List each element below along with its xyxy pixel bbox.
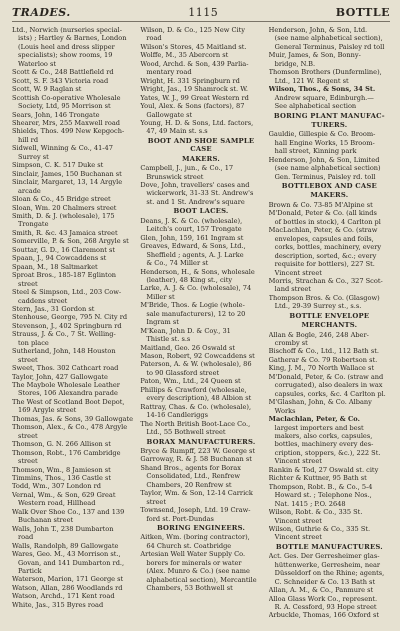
directory-entry: Bryce & Rumpff, 223 W. George st [140, 446, 256, 455]
directory-entry: Thomson, Robt., 176 Cambridge [12, 448, 121, 457]
entry-continuation: See alphabetical section [274, 102, 357, 111]
directory-entry: The West of Scotland Boot Depot, [12, 397, 125, 406]
entry-continuation: Ltd., 55 Bothwell street [146, 428, 226, 437]
directory-entry: Maclachlan, Peter, & Co. [268, 415, 360, 424]
directory-entry: Greaves, Edward, & Sons, Ltd., [140, 242, 246, 251]
entry-continuation: corrugated), also dealers in wax [274, 381, 383, 390]
entry-continuation: 47, 49 Main st. s.s [146, 127, 208, 136]
entry-continuation: Works [274, 406, 296, 415]
directory-entry: Shields, Thos. 499 New Kepgoch- [12, 127, 125, 136]
entry-continuation: Ltd., 121 W. Regent st [274, 76, 349, 85]
entry-continuation: st. and 1 St. Andrew's square [146, 197, 245, 206]
directory-entry: Taylor, John, 427 Gallowgate [12, 372, 108, 381]
entry-continuation: caddens street [18, 296, 68, 305]
entry-continuation: Andrew square, Edinburgh.— [274, 93, 374, 102]
entry-continuation: 14-16 Candleriggs [146, 411, 208, 420]
entry-continuation: street [146, 497, 166, 506]
directory-entry: MacLachlan, Peter, & Co. (straw [268, 226, 378, 235]
entry-continuation: Chambers, 20 Renfrew st [146, 480, 232, 489]
directory-entry: Wright, Jas., 19 Shamrock st. W. [140, 85, 248, 94]
directory-entry: Richter & Kuttner, 95 Bath st [268, 474, 367, 483]
directory-entry: Rankin & Tod, 27 Oswald st. city [268, 465, 379, 474]
column-2 [140, 26, 261, 620]
entry-continuation: arcade [18, 186, 41, 195]
entry-continuation: Düsseldorf on the Rhine; agents, [274, 569, 385, 578]
entry-continuation: Vincent street [274, 516, 322, 525]
directory-entry: Larke, A. J. & Co. (wholesale), 74 [140, 284, 252, 293]
directory-entry: Somerville, P. & Son, 268 Argyle st [12, 237, 129, 246]
directory-entry: Wolffe, M., 35 Abercorn st [140, 51, 229, 60]
directory-entry: Deans, J. K. & Co. (wholesale), [140, 216, 243, 225]
entry-continuation: (Alex. Munro & Co.) (see name [146, 567, 250, 576]
entry-continuation: borers for minerals or water [146, 558, 242, 567]
directory-entry: Wilson's Stores, 45 Maitland st. [140, 42, 247, 51]
directory-entry: Watson, Archd., 171 Kent road [12, 592, 115, 601]
directory-entry: Act. Ges. Der Gerresheimer glas- [268, 552, 380, 561]
directory-entry: Shearer, Mrs, 255 Maxwell road [12, 118, 120, 127]
entry-continuation: every description), 48 Albion st [146, 394, 252, 403]
directory-entry: Sloan, Wm. 20 Chalmers street [12, 203, 117, 212]
directory-entry: M'Kean, John D. & Coy., 31 [140, 326, 231, 335]
entry-continuation: cromby st [274, 339, 308, 348]
entry-continuation: Thistle st. s.s [146, 335, 191, 344]
entry-continuation: requisite for bottlers), 227 St. [274, 260, 375, 269]
directory-entry: Scott, S. F. 343 Victoria road [12, 76, 109, 85]
directory-entry: Young, H. D. & Sons, Ltd. factors, [140, 118, 254, 127]
directory-entry: Sinclair, Margaret, 13, 14 Argyle [12, 178, 123, 187]
directory-entry: Arbuckle, Thomas, 166 Oxford st [268, 611, 380, 620]
entry-continuation: of bottles in stock), 4 Carlton pl [274, 217, 381, 226]
directory-entry: Wares, Geo. M., 43 Morrison st., [12, 550, 121, 559]
header-section-title: TRADES. [12, 6, 71, 19]
directory-entry: Sweet, Thos. 302 Cathcart road [12, 364, 119, 373]
entry-continuation: street [18, 457, 38, 466]
directory-entry: Waterson, Marion, 171 George st [12, 575, 124, 584]
entry-continuation: Miller st [146, 292, 175, 301]
column-1 [12, 26, 133, 620]
section-heading: MAKERS. [182, 154, 220, 163]
directory-entry: Thompson, Robt. B., & Co., 5-4 [268, 482, 373, 491]
header-keyword: BOTTLE [335, 6, 390, 19]
entry-continuation: description, sorted, &c.; every [274, 251, 377, 260]
directory-entry: Campbell, J., jun., & Co., 17 [140, 164, 234, 173]
directory-entry: Scott, W. 9 Raglan st [12, 85, 82, 94]
section-heading: BOTTLE ENVELOPE [289, 311, 370, 320]
directory-entry: Youl, Alex. & Sons (factors), 87 [140, 102, 245, 111]
entry-continuation: 64 Church st. Coatbridge [146, 541, 232, 550]
directory-entry: Todd, Wm., 307 London rd [12, 482, 101, 491]
entry-continuation: land street [274, 285, 311, 294]
directory-entry: Aitken, Wm. (boring contractor), [140, 533, 250, 542]
entry-continuation: Brunswick street [146, 172, 204, 181]
entry-continuation: Society, Ltd, 95 Morrison st [18, 102, 111, 111]
entry-continuation: (leather), 48 King st., city [146, 275, 233, 284]
running-header [12, 6, 390, 22]
columns-container [12, 26, 390, 620]
directory-entry: Allan & Bogle, 246, 248 Aber- [268, 330, 369, 339]
entry-continuation: largest importers and best [274, 423, 364, 432]
section-heading: BORING ENGINEERS. [156, 524, 246, 533]
directory-entry: Stevenson, J., 402 Springburn rd [12, 321, 122, 330]
entry-continuation: Ltd., 29-39 Surrey st., s.s. [274, 302, 362, 311]
directory-entry: Bischoff & Co., Ltd., 112 Bath st. [268, 347, 379, 356]
entry-continuation: Govan, and 141 Dumbarton rd., [18, 558, 125, 567]
entry-continuation: sale manufacturers), 12 to 20 [146, 309, 246, 318]
directory-entry: Sears, John, 146 Trongate [12, 110, 100, 119]
entry-continuation: cription, stoppers, &c.), 222 St. [274, 448, 381, 457]
entry-continuation: C. Schneider & Co. 13 Bath st [274, 577, 376, 586]
directory-entry: Thomson, Wm., 8 Jamieson st [12, 465, 111, 474]
entry-continuation: alphabetical section), Mercantile [146, 575, 257, 584]
directory-entry: Paterson, A. & W. (wholesale), 86 [140, 360, 252, 369]
directory-entry: Thomson Brothers (Dunfermline), [268, 68, 382, 77]
directory-entry: M'Donald, Peter & Co. (all kinds [268, 209, 377, 218]
directory-entry: Watson, Allan, 286 Woodlands rd [12, 583, 123, 592]
section-heading: BOOT LACES. [173, 207, 229, 216]
entry-continuation: R. A. Cessford, 93 Hope street [274, 603, 377, 612]
section-heading: BOTTLEBOX AND CASE [281, 182, 377, 191]
directory-entry: Scott & Co., 248 Battlefield rd [12, 68, 114, 77]
entry-continuation: Leitch's court, 157 Trongate [146, 225, 242, 234]
entry-continuation: bottles, machinery every des- [274, 440, 374, 449]
entry-continuation: street [18, 279, 38, 288]
directory-entry: Mason, Robert, 92 Cowcaddens st [140, 352, 255, 361]
entry-continuation: Western road, Hillhead [18, 499, 96, 508]
directory-entry: Gauldie, Gillespie & Co. Broom- [268, 130, 376, 139]
directory-entry: Sloan & Co., 45 Bridge street [12, 195, 111, 204]
entry-continuation: Trongate [18, 220, 49, 229]
directory-entry: Steel & Simpson, Ltd., 203 Cow- [12, 288, 122, 297]
entry-continuation: hall street, Kinning park [274, 147, 357, 156]
directory-entry: Wilson, Robt. & Co., 335 St. [268, 508, 363, 517]
directory-entry: Wood, Archd. & Son, 439 Parlia- [140, 59, 249, 68]
directory-entry: Thomson, G. N. 266 Allison st [12, 440, 111, 449]
entry-continuation: road [146, 34, 162, 43]
directory-entry: White, Jas., 315 Byres road [12, 600, 104, 609]
directory-entry: Scottish Co-operative Wholesale [12, 93, 121, 102]
directory-entry: Thomas, Jas. & Sons, 39 Gallowgate [12, 414, 134, 423]
directory-entry: Artesian Well Water Supply Co. [140, 550, 246, 559]
directory-entry: Smith, R. &c. 43 Jamaica street [12, 228, 118, 237]
entry-continuation: hall Engine Works, 15 Broom- [274, 138, 375, 147]
directory-entry: Wilson, Thos., & Sons, 34 St. [268, 85, 376, 94]
directory-entry: Stenhouse, George, 795 N. City rd [12, 313, 128, 322]
directory-entry: Yates, W. J., 99 Great Western rd [140, 93, 249, 102]
entry-continuation: (see name alphabetical section), [274, 34, 383, 43]
directory-entry: M'Glashan, John, & Co. Albany [268, 398, 372, 407]
column-3 [269, 26, 390, 620]
entry-continuation: mentary road [146, 68, 192, 77]
directory-entry: Sutherland, John, 148 Houston [12, 347, 116, 356]
entry-continuation: Surrey st [18, 152, 49, 161]
directory-entry: Spaan, M., 18 Saltmarket [12, 262, 98, 271]
entry-continuation: Gallowgate st [146, 110, 193, 119]
directory-entry: Simpson, C. K. 517 Duke st [12, 161, 104, 170]
section-heading: BOOT AND SHOE SAMPLE CASE [147, 136, 255, 154]
section-heading: BOTTLE MANUFACTURES. [275, 542, 383, 551]
entry-continuation: capsules, corks, &c. 4 Carlton pl. [274, 389, 386, 398]
directory-entry: Allan, A. M., & Co., Panmure st [268, 586, 374, 595]
directory-entry: Stern, Jas., 31 Gordon st [12, 304, 95, 313]
directory-entry: Paton, Wm., Ltd., 24 Queen st [140, 377, 241, 386]
directory-entry: Rattray, Chas. & Co. (wholesale), [140, 402, 252, 411]
directory-entry: Henderson, John, & Son, Ltd. [268, 26, 368, 34]
entry-continuation: specialists); show rooms, 19 [18, 51, 113, 60]
entry-continuation: hill rd [18, 135, 39, 144]
entry-continuation: Consolidated, Ltd., Renfrew [146, 472, 241, 481]
entry-continuation: Vincent street [274, 457, 322, 466]
directory-entry: Vernal, Wm., & Son, 629 Great [12, 490, 116, 499]
directory-entry: Wright, H. 331 Springburn rd [140, 76, 240, 85]
directory-entry: Wilson, D. & Co., 125 New City [140, 26, 246, 34]
entry-continuation: Partick [18, 567, 42, 575]
directory-entry: M'Bride, Thos. & Logie (whole- [140, 301, 245, 310]
section-heading: BORAX MANUFACTURERS. [146, 437, 256, 446]
entry-continuation: ford st. Port-Dundas [146, 514, 214, 523]
entry-continuation: envelopes, capsules and foils, [274, 234, 374, 243]
directory-entry: Timmins, Thos., 136 Castle st [12, 474, 112, 483]
entry-continuation: Waterloo st [18, 59, 57, 68]
directory-entry: Spaan, J., 94 Cowcaddens st [12, 254, 107, 263]
directory-entry: Townsend, Joseph, Ltd. 19 Craw- [140, 506, 251, 515]
directory-entry: Glen, John, 159, 161 Ingram st [140, 233, 244, 242]
entry-continuation: bridge, N.B. [274, 59, 316, 68]
entry-continuation: road [18, 533, 34, 542]
directory-entry: Gatherar & Co. 79 Robertson st. [268, 355, 378, 364]
directory-entry: Sproat Bros., 185-187 Eglinton [12, 271, 117, 280]
directory-entry: Thompson Bros. & Co. (Glasgow) [268, 293, 380, 302]
entry-continuation: corks, bottles, machinery, every [274, 243, 382, 252]
directory-entry: Walk Over Shoe Co., 137 and 139 [12, 507, 125, 516]
directory-entry: Thomson, Alex., & Co., 478 Argyle [12, 423, 128, 432]
entry-continuation: street [18, 431, 38, 440]
directory-entry: Henderson, H., & Sons, wholesale [140, 267, 255, 276]
entry-continuation: Chambers, 53 Bothwell st [146, 584, 233, 593]
directory-entry: Ltd., Norwich (nurseries special- [12, 26, 122, 34]
directory-entry: Henderson, John, & Son, Limited [268, 155, 380, 164]
directory-entry: Garroway, R. & J. 58 Buchanan st [140, 455, 252, 464]
directory-entry: Wilson, Guthrie & Co., 335 St. [268, 525, 371, 533]
directory-entry: Walls, Randolph, 89 Gallowgate [12, 541, 119, 550]
directory-entry: Sinclair, James, 150 Buchanan st [12, 169, 122, 178]
entry-continuation: General Terminus, Paisley rd toll [274, 42, 385, 51]
entry-continuation: to 90 Glassford street [146, 368, 220, 377]
directory-entry: Strauss, J. & Co., 7 St. Welling- [12, 330, 116, 339]
directory-entry: M'Donald, Peter, & Co. (straw and [268, 372, 384, 381]
entry-continuation: ists) ; Hartley & Barnes, London [18, 34, 127, 43]
directory-entry: King, J. M., 70 North Wallace st [268, 364, 375, 373]
entry-continuation: hüttenwerke, Gerresheim, near [274, 560, 381, 569]
entry-continuation: Nat. 1415 ; P.O. 2648 [274, 499, 346, 508]
directory-entry: Dove, John, travellers' cases and [140, 181, 250, 190]
directory-entry: Taylor, Wm. & Son, 12-14 Carrick [140, 489, 253, 498]
section-heading: BORING PLANT MANUFAC- [273, 111, 385, 120]
directory-entry: Shand Bros., agents for Borax [140, 463, 241, 472]
entry-continuation: Stores, 106 Alexandra parade [18, 389, 118, 398]
entry-continuation: makers, also corks, capsules, [274, 432, 373, 441]
directory-entry: The Maybole Wholesale Leather [12, 381, 120, 390]
entry-continuation: Vincent street [274, 268, 322, 277]
entry-continuation: (Louis heel and dress slipper [18, 42, 115, 51]
directory-entry: Maitland, Geo. 26 Oswald st [140, 343, 235, 352]
entry-continuation: & Co., 74 Miller st [146, 259, 209, 268]
entry-continuation: (see name alphabetical section) [274, 164, 381, 173]
entry-continuation: Sheffield ; agents, A. J. Larke [146, 250, 244, 259]
directory-entry: Muir, James, & Son, Bonny- [268, 51, 361, 60]
directory-entry: Souttar, G. D., 16 Claremont st [12, 245, 116, 254]
directory-entry: Smith, D. & J. (wholesale), 175 [12, 211, 115, 220]
entry-continuation: ton place [18, 338, 49, 347]
entry-continuation: wickerwork, 31-33 St. Andrew's [146, 189, 254, 198]
directory-entry: Walls, John T., 238 Dumbarton [12, 524, 114, 533]
section-heading: TURERS. [311, 120, 348, 129]
entry-continuation: Howard st. ; Telephone Nos., [274, 491, 372, 500]
section-heading: MERCHANTS. [301, 321, 358, 330]
section-heading: MAKERS. [310, 191, 349, 200]
page-number: 1115 [188, 6, 219, 19]
entry-continuation: 169 Argyle street [18, 406, 77, 415]
directory-entry: Brown & Co. 73-85 M'Alpine st [268, 200, 373, 209]
entry-continuation: Buchanan street [18, 516, 74, 525]
directory-entry: The North British Boot-Lace Co., [140, 419, 251, 428]
entry-continuation: Ingram st [146, 318, 179, 327]
directory-entry: Morris, Strachan & Co., 327 Scot- [268, 276, 383, 285]
directory-entry: Alloa Glass Work Co., represent. [268, 594, 378, 603]
directory-entry: Sidwell, Winning & Co., 41-47 [12, 144, 113, 153]
directory-entry: Phillips & Crawford (wholesale, [140, 385, 247, 394]
entry-continuation: street [18, 355, 38, 364]
entry-continuation: Gen. Terminus, Paisley rd. toll [274, 172, 376, 181]
entry-continuation: Vincent street [274, 533, 322, 542]
